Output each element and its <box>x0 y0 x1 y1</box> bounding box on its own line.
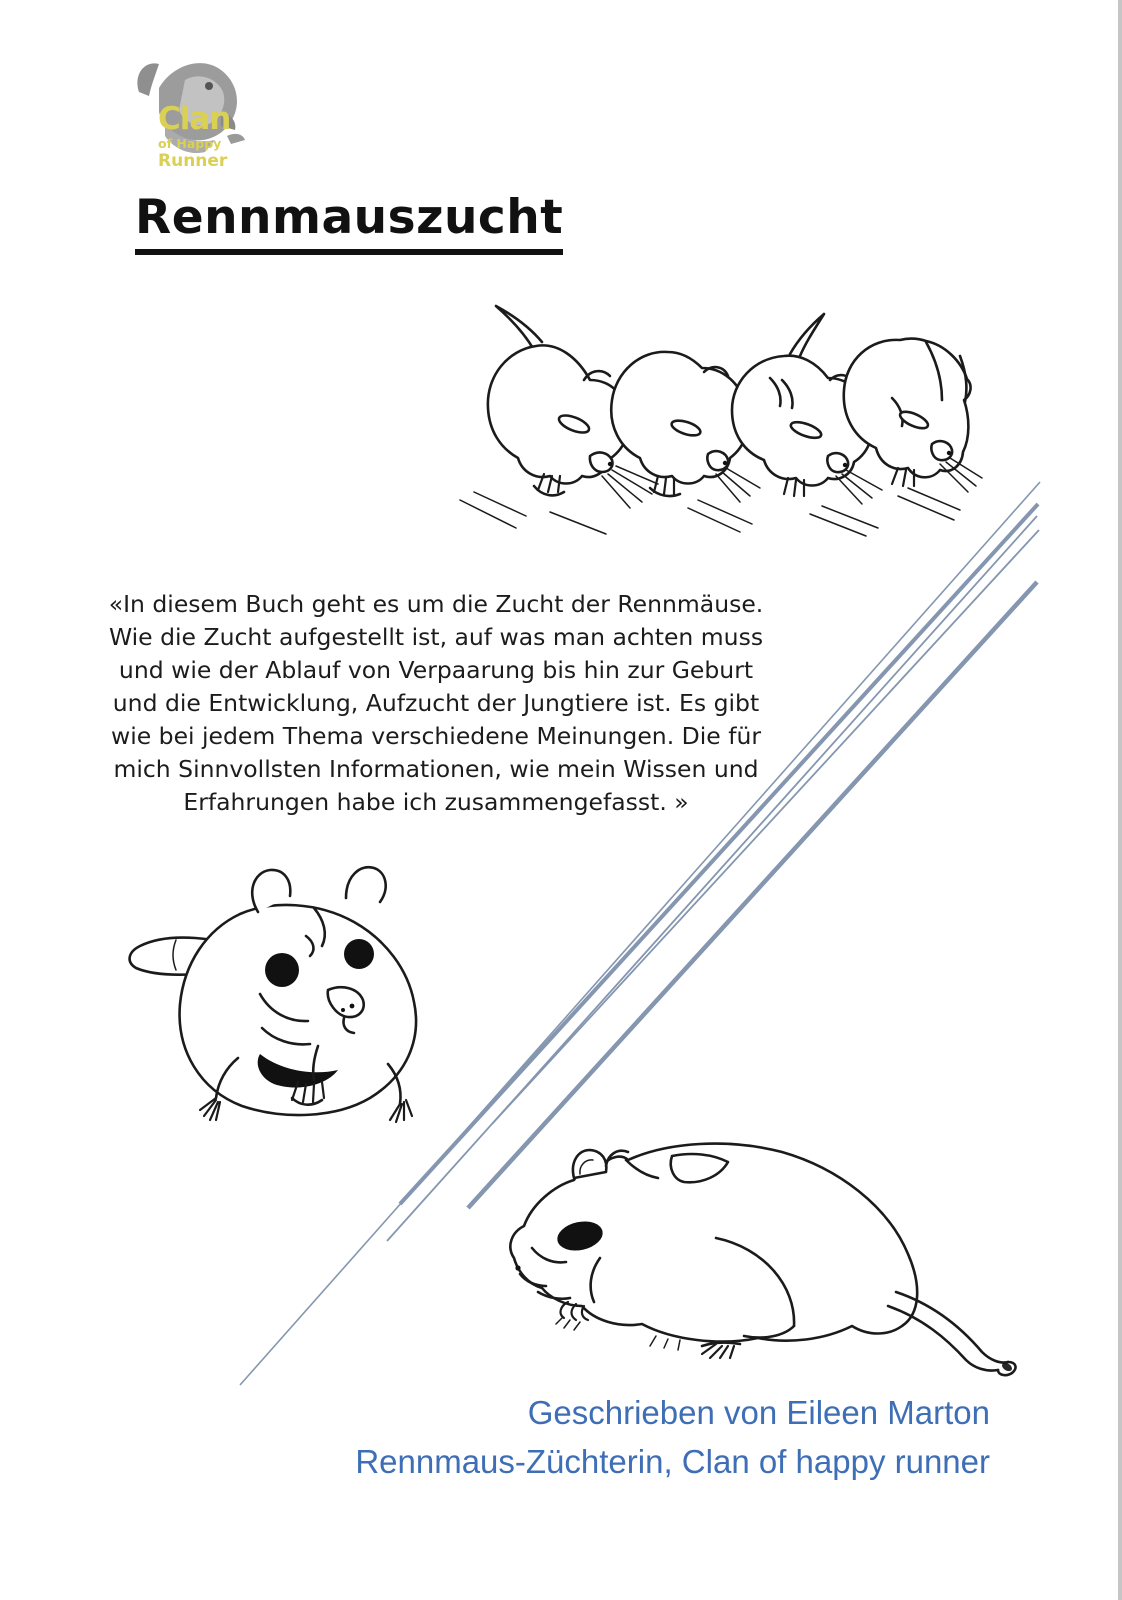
quote-line: «In diesem Buch geht es um die Zucht der Rennmäuse. <box>108 590 764 618</box>
quote-line: Erfahrungen habe ich zusammengefasst. » <box>183 788 689 816</box>
quote-line: mich Sinnvollsten Informationen, wie mein Wissen und <box>113 755 759 783</box>
quote-line: und wie der Ablauf von Verpaarung bis hin zur Geburt <box>118 656 754 684</box>
gerbil-pups-illustration <box>430 286 966 538</box>
credits-line-1: Geschrieben von Eileen Marton <box>527 1394 990 1431</box>
quote-line: und die Entwicklung, Aufzucht der Jungtiere ist. Es gibt <box>112 689 760 717</box>
clan-logo <box>125 40 249 190</box>
author-credits <box>355 1388 990 1486</box>
page-title: Rennmauszucht <box>135 190 563 255</box>
sitting-gerbil-illustration <box>476 1096 1024 1388</box>
intro-quote <box>0 588 872 819</box>
logo-word-runner: Runner <box>158 150 228 171</box>
logo-word-ofhappy: of Happy <box>158 136 222 151</box>
front-gerbil-illustration <box>112 858 460 1163</box>
credits-line-2: Rennmaus-Züchterin, Clan of happy runner <box>355 1443 990 1480</box>
logo-word-clan: Clan <box>158 101 231 137</box>
logo-text <box>158 101 231 171</box>
quote-line: Wie die Zucht aufgestellt ist, auf was man achten muss <box>108 623 764 651</box>
quote-line: wie bei jedem Thema verschiedene Meinungen. Die für <box>110 722 762 750</box>
